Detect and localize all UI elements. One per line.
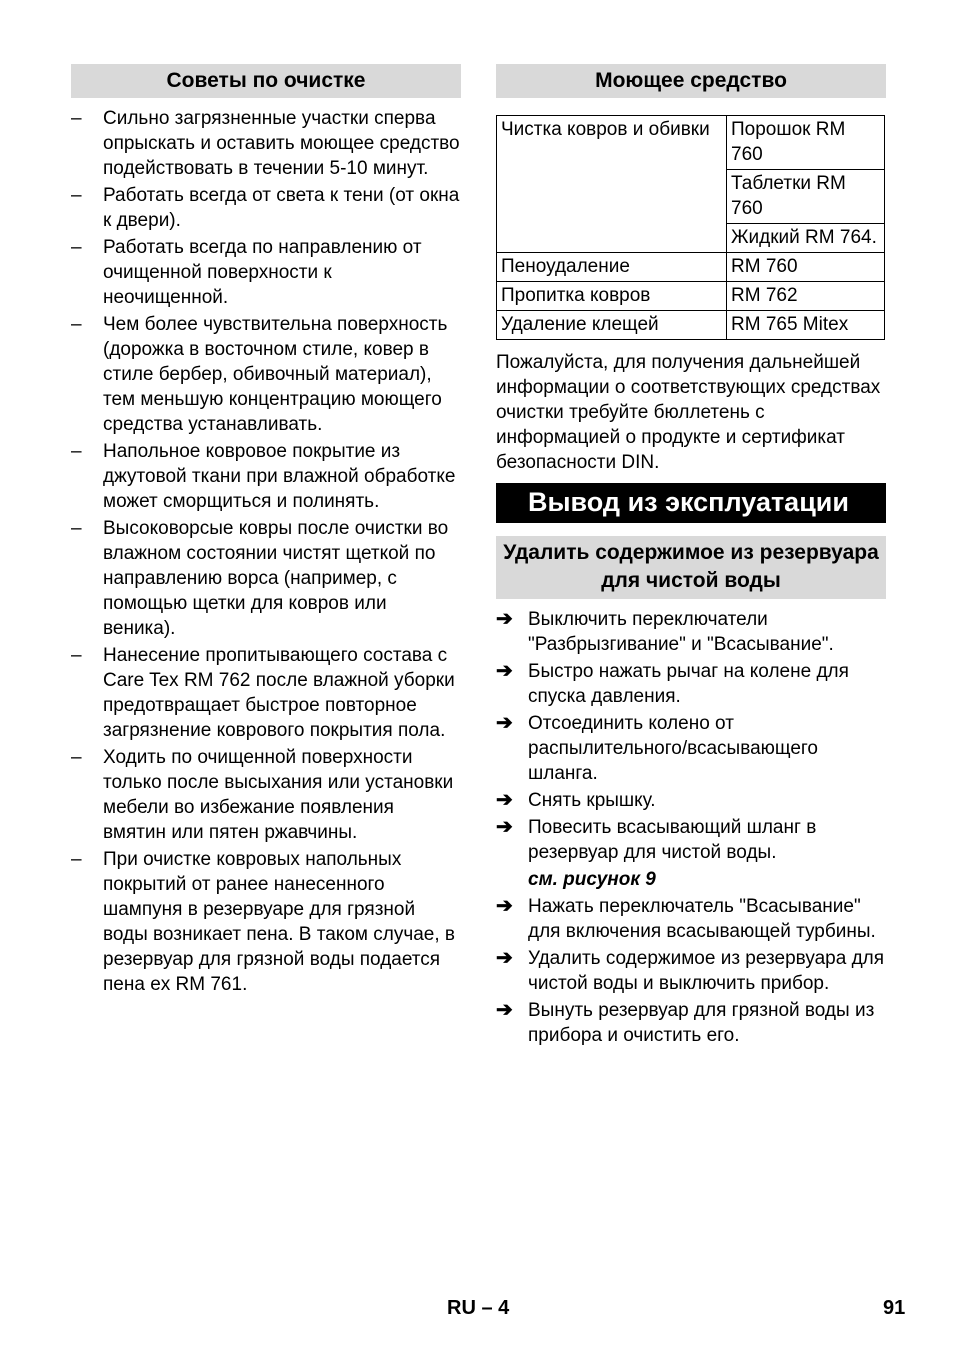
table-cell-value: RM 765 Mitex — [727, 311, 885, 340]
step-text: Нажать переключатель "Всасывание" для включения всасывающей турбины. — [528, 896, 876, 942]
dash-bullet: – — [71, 441, 82, 462]
arrow-right-icon: ➔ — [496, 712, 513, 734]
list-item-text: Напольное ковровое покрытие из джутовой ткани при влажной обработке может сморщиться и полинять. — [103, 441, 456, 512]
table-cell-value: Таблетки RM 760 — [727, 170, 885, 224]
arrow-right-icon: ➔ — [496, 947, 513, 969]
right-column — [496, 64, 886, 1050]
step-text: Повесить всасывающий шланг в резервуар для чистой воды. — [528, 817, 817, 863]
arrow-right-icon: ➔ — [496, 608, 513, 630]
list-item — [71, 439, 461, 514]
arrow-right-icon: ➔ — [496, 895, 513, 917]
step-item — [496, 815, 886, 865]
table-cell-value: Порошок RM 760 — [727, 116, 885, 170]
list-item-text: Работать всегда от света к тени (от окна к двери). — [103, 185, 460, 231]
detergent-heading: Моющее средство — [496, 64, 886, 98]
cleaning-tips-heading: Советы по очистке — [71, 64, 461, 98]
list-item — [71, 516, 461, 641]
step-item — [496, 894, 886, 944]
list-item-text: Нанесение пропитывающего состава с Care Tex RM 762 после влажной уборки предотвращает быстрое повторное загрязнение коврового покрытия пола. — [103, 645, 455, 741]
step-item — [496, 711, 886, 786]
steps-list-2 — [496, 894, 886, 1048]
arrow-right-icon: ➔ — [496, 816, 513, 838]
cleaning-tips-list — [71, 106, 461, 997]
list-item-text: Работать всегда по направлению от очищенной поверхности к неочищенной. — [103, 237, 422, 308]
dash-bullet: – — [71, 237, 82, 258]
section-title: Вывод из эксплуатации — [496, 483, 886, 523]
list-item-text: Чем более чувствительна поверхность (дорожка в восточном стиле, ковер в стиле бербер, обивочный материал), тем меньшую концентрацию моющего средства устанавливать. — [103, 314, 448, 435]
list-item — [71, 847, 461, 997]
list-item — [71, 745, 461, 845]
list-item-text: Высоковорсые ковры после очистки во влажном состоянии чистят щеткой по направлению ворса (например, с помощью щетки для ковров или веника). — [103, 518, 449, 639]
dash-bullet: – — [71, 185, 82, 206]
step-text: Быстро нажать рычаг на колене для спуска давления. — [528, 661, 849, 707]
step-item — [496, 998, 886, 1048]
table-cell-label: Чистка ковров и обивки — [497, 116, 727, 253]
step-text: Удалить содержимое из резервуара для чистой воды и выключить прибор. — [528, 948, 885, 994]
step-item — [496, 659, 886, 709]
step-text: Отсоединить колено от распылительного/всасывающего шланга. — [528, 713, 818, 784]
list-item — [71, 643, 461, 743]
dash-bullet: – — [71, 518, 82, 539]
dash-bullet: – — [71, 747, 82, 768]
detergent-note: Пожалуйста, для получения дальнейшей информации о соответствующих средствах очистки требуйте бюллетень с информацией о продукте и сертификат безопасности DIN. — [496, 352, 881, 473]
step-text: Снять крышку. — [528, 790, 656, 811]
list-item-text: Ходить по очищенной поверхности только после высыхания или установки мебели во избежание появления вмятин или пятен ржавчины. — [103, 747, 454, 843]
figure-reference: см. рисунок 9 — [528, 869, 656, 890]
dash-bullet: – — [71, 645, 82, 666]
dash-bullet: – — [71, 314, 82, 335]
list-item-text: Сильно загрязненные участки сперва опрыскать и оставить моющее средство подействовать в течении 5-10 минут. — [103, 108, 460, 179]
list-item-text: При очистке ковровых напольных покрытий от ранее нанесенного шампуня в резервуаре для грязной воды возникает пена. В таком случае, в резервуар для грязной воды подается пена ex RM 761. — [103, 849, 456, 995]
left-column — [71, 64, 461, 999]
step-item — [496, 946, 886, 996]
table-cell-value: RM 762 — [727, 282, 885, 311]
arrow-right-icon: ➔ — [496, 789, 513, 811]
arrow-right-icon: ➔ — [496, 660, 513, 682]
table-row — [497, 116, 885, 170]
list-item — [71, 106, 461, 181]
table-cell-value: Жидкий RM 764. — [727, 224, 885, 253]
list-item — [71, 183, 461, 233]
footer-lang-page: RU – 4 — [447, 1297, 510, 1319]
step-text: Выключить переключатели "Разбрызгивание" и "Всасывание". — [528, 609, 834, 655]
table-cell-label: Удаление клещей — [497, 311, 727, 340]
table-cell-value: RM 760 — [727, 253, 885, 282]
step-item — [496, 607, 886, 657]
step-item — [496, 788, 886, 813]
dash-bullet: – — [71, 108, 82, 129]
step-text: Вынуть резервуар для грязной воды из прибора и очистить его. — [528, 1000, 875, 1046]
table-cell-label: Пропитка ковров — [497, 282, 727, 311]
table-cell-label: Пеноудаление — [497, 253, 727, 282]
list-item — [71, 312, 461, 437]
page-number: 91 — [883, 1297, 906, 1319]
arrow-right-icon: ➔ — [496, 999, 513, 1021]
table-row — [497, 311, 885, 340]
detergent-table — [496, 115, 885, 340]
dash-bullet: – — [71, 849, 82, 870]
list-item — [71, 235, 461, 310]
table-row — [497, 282, 885, 311]
subheading: Удалить содержимое из резервуара для чистой воды — [496, 536, 886, 599]
steps-list — [496, 607, 886, 865]
table-row — [497, 253, 885, 282]
